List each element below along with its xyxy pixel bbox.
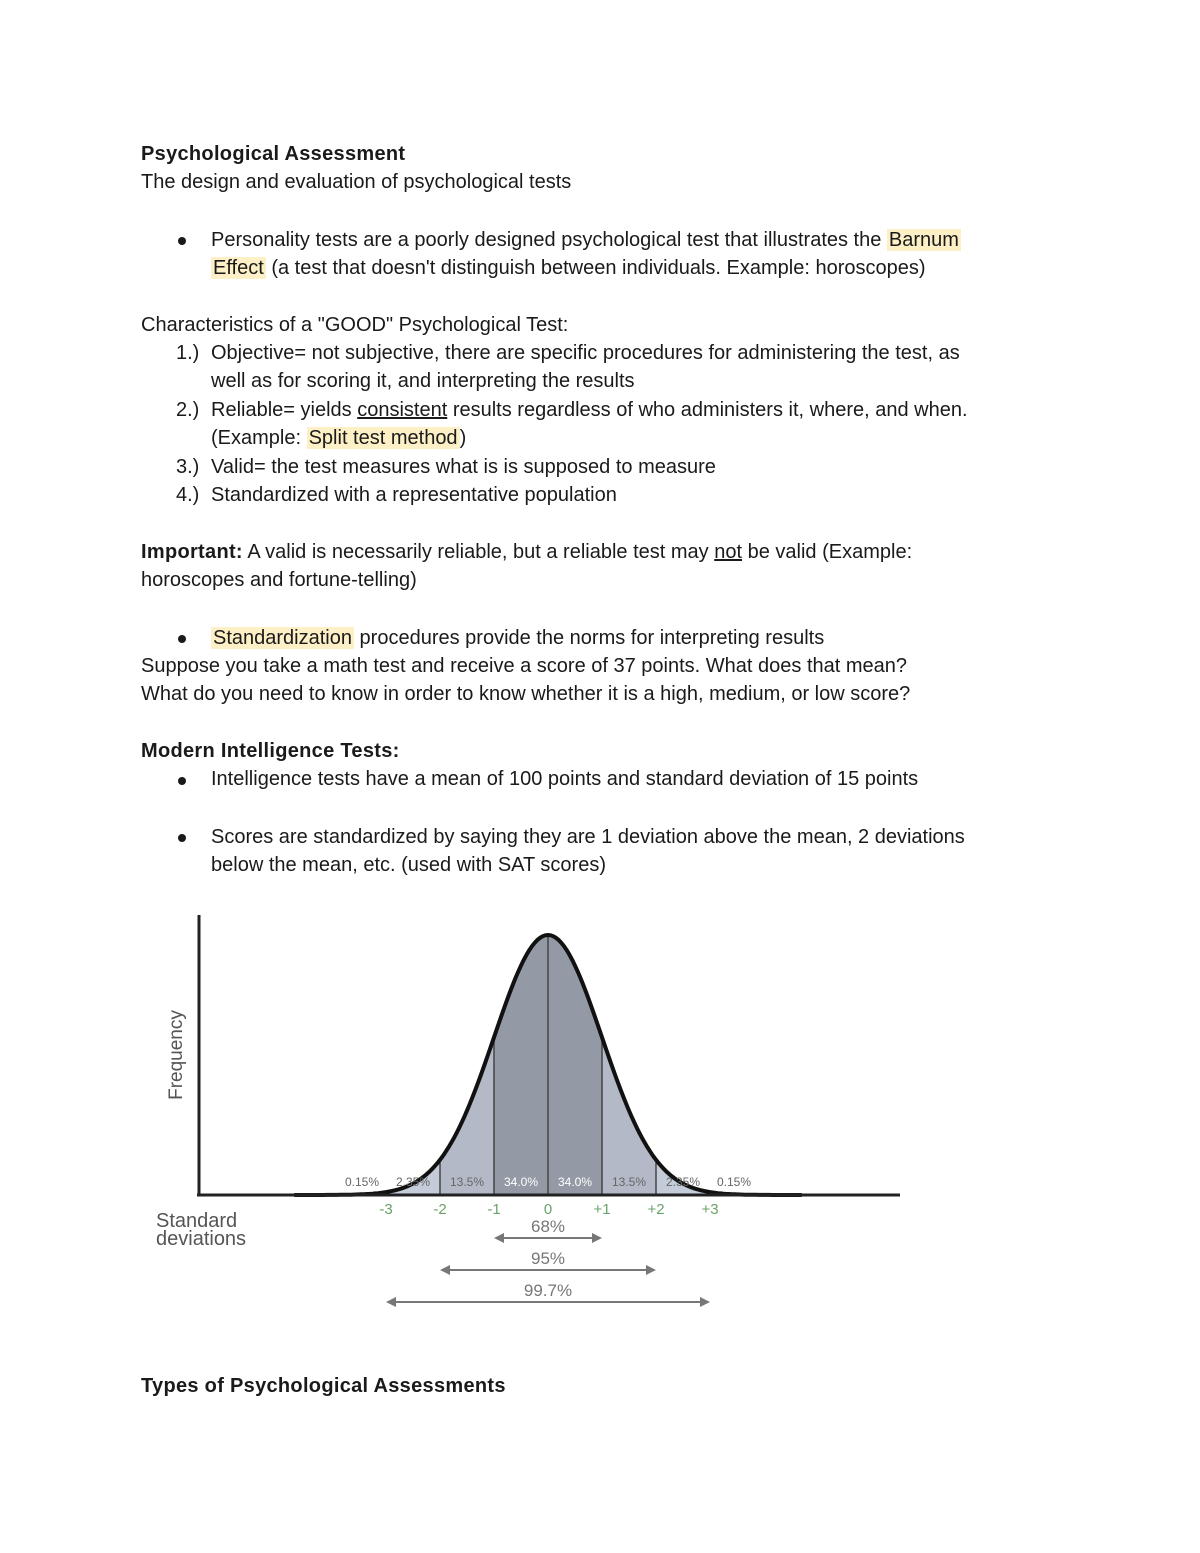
barnum-highlight: Barnum bbox=[888, 229, 959, 251]
important-label: Important: bbox=[141, 541, 243, 563]
barnum-line-1 bbox=[211, 226, 961, 254]
split-test-highlight: Split test method bbox=[308, 427, 458, 449]
scores-line-1: Scores are standardized by saying they are 1 deviation above the mean, 2 deviations bbox=[211, 826, 965, 848]
reliable-line-1 bbox=[211, 396, 968, 424]
standardization-highlight: Standardization bbox=[213, 627, 352, 649]
chart-range-arrows bbox=[386, 1217, 710, 1307]
objective-line-2: well as for scoring it, and interpreting the results bbox=[211, 370, 635, 392]
objective-line-1: Objective= not subjective, there are specific procedures for administering the test, as bbox=[211, 342, 960, 364]
arrow-right-icon bbox=[592, 1233, 602, 1243]
barnum-text: Personality tests are a poorly designed psychological test that illustrates the bbox=[211, 229, 887, 251]
characteristics-heading: Characteristics of a "GOOD" Psychological Test: bbox=[141, 314, 569, 336]
band-label: 13.5% bbox=[611, 1175, 647, 1189]
standardized-line: Standardized with a representative population bbox=[211, 484, 617, 506]
section-heading-types: Types of Psychological Assessments bbox=[141, 1375, 506, 1397]
valid-line: Valid= the test measures what is is supposed to measure bbox=[211, 456, 716, 478]
bullet-dot bbox=[178, 834, 186, 842]
reliable-text: Reliable= yields bbox=[211, 399, 358, 421]
range-label: 99.7% bbox=[523, 1281, 573, 1300]
band-label: 0.15% bbox=[344, 1175, 380, 1189]
list-number: 2.) bbox=[176, 399, 200, 421]
example-close: ) bbox=[459, 427, 467, 449]
chart-band-4 bbox=[548, 935, 602, 1195]
range-label: 95% bbox=[530, 1249, 566, 1268]
band-label: 34.0% bbox=[557, 1175, 593, 1189]
tick-label: -3 bbox=[379, 1201, 393, 1218]
important-text-end: be valid (Example: bbox=[742, 541, 913, 563]
arrow-left-icon bbox=[386, 1297, 396, 1307]
arrow-left-icon bbox=[494, 1233, 504, 1243]
list-number: 4.) bbox=[176, 484, 200, 506]
bullet-dot bbox=[178, 237, 186, 245]
standardization-line bbox=[211, 624, 824, 652]
mean-sd-line: Intelligence tests have a mean of 100 points and standard deviation of 15 points bbox=[211, 768, 919, 790]
scores-line-2: below the mean, etc. (used with SAT scores) bbox=[211, 854, 606, 876]
tick-label: 0 bbox=[543, 1201, 553, 1218]
arrow-right-icon bbox=[646, 1265, 656, 1275]
band-label: 2.35% bbox=[395, 1175, 431, 1189]
band-label: 2.35% bbox=[665, 1175, 701, 1189]
x-axis-label-line-1: Standard bbox=[156, 1210, 238, 1232]
x-axis-label-line-2: deviations bbox=[156, 1228, 247, 1250]
bullet-dot bbox=[178, 635, 186, 643]
chart-band-3 bbox=[494, 935, 548, 1195]
y-axis-label: Frequency bbox=[166, 1010, 187, 1100]
tick-label: -1 bbox=[487, 1201, 501, 1218]
tick-label: +1 bbox=[593, 1201, 611, 1218]
band-label: 34.0% bbox=[503, 1175, 539, 1189]
arrow-right-icon bbox=[700, 1297, 710, 1307]
modern-heading: Modern Intelligence Tests: bbox=[141, 740, 400, 762]
bullet-dot bbox=[178, 777, 186, 785]
normal-distribution-chart bbox=[150, 905, 930, 1325]
important-line-2: horoscopes and fortune-telling) bbox=[141, 569, 417, 591]
math-question-1: Suppose you take a math test and receive a score of 37 points. What does that mean? bbox=[141, 655, 908, 677]
not-underline: not bbox=[714, 541, 743, 563]
reliable-text-end: results regardless of who administers it, where, and when. bbox=[447, 399, 968, 421]
reliable-line-2 bbox=[211, 424, 466, 452]
math-question-2: What do you need to know in order to know whether it is a high, medium, or low score? bbox=[141, 683, 911, 705]
list-number: 3.) bbox=[176, 456, 200, 478]
effect-highlight: Effect bbox=[213, 257, 264, 279]
page-title: Psychological Assessment bbox=[141, 143, 406, 165]
tick-label: -2 bbox=[433, 1201, 447, 1218]
page-subtitle: The design and evaluation of psychological tests bbox=[141, 171, 572, 193]
consistent-underline: consistent bbox=[357, 399, 448, 421]
barnum-explanation: (a test that doesn't distinguish between individuals. Example: horoscopes) bbox=[265, 257, 926, 279]
list-number: 1.) bbox=[176, 342, 200, 364]
arrow-left-icon bbox=[440, 1265, 450, 1275]
tick-label: +3 bbox=[701, 1201, 719, 1218]
important-text: A valid is necessarily reliable, but a reliable test may bbox=[242, 541, 715, 563]
important-line-1 bbox=[141, 538, 912, 566]
tick-label: +2 bbox=[647, 1201, 665, 1218]
band-label: 13.5% bbox=[449, 1175, 485, 1189]
example-text: (Example: bbox=[211, 427, 307, 449]
chart-tick-labels bbox=[379, 1201, 718, 1218]
band-label: 0.15% bbox=[716, 1175, 752, 1189]
standardization-text: procedures provide the norms for interpreting results bbox=[353, 627, 825, 649]
chart-bands bbox=[332, 935, 764, 1195]
barnum-line-2 bbox=[211, 254, 926, 282]
range-label: 68% bbox=[530, 1217, 566, 1236]
